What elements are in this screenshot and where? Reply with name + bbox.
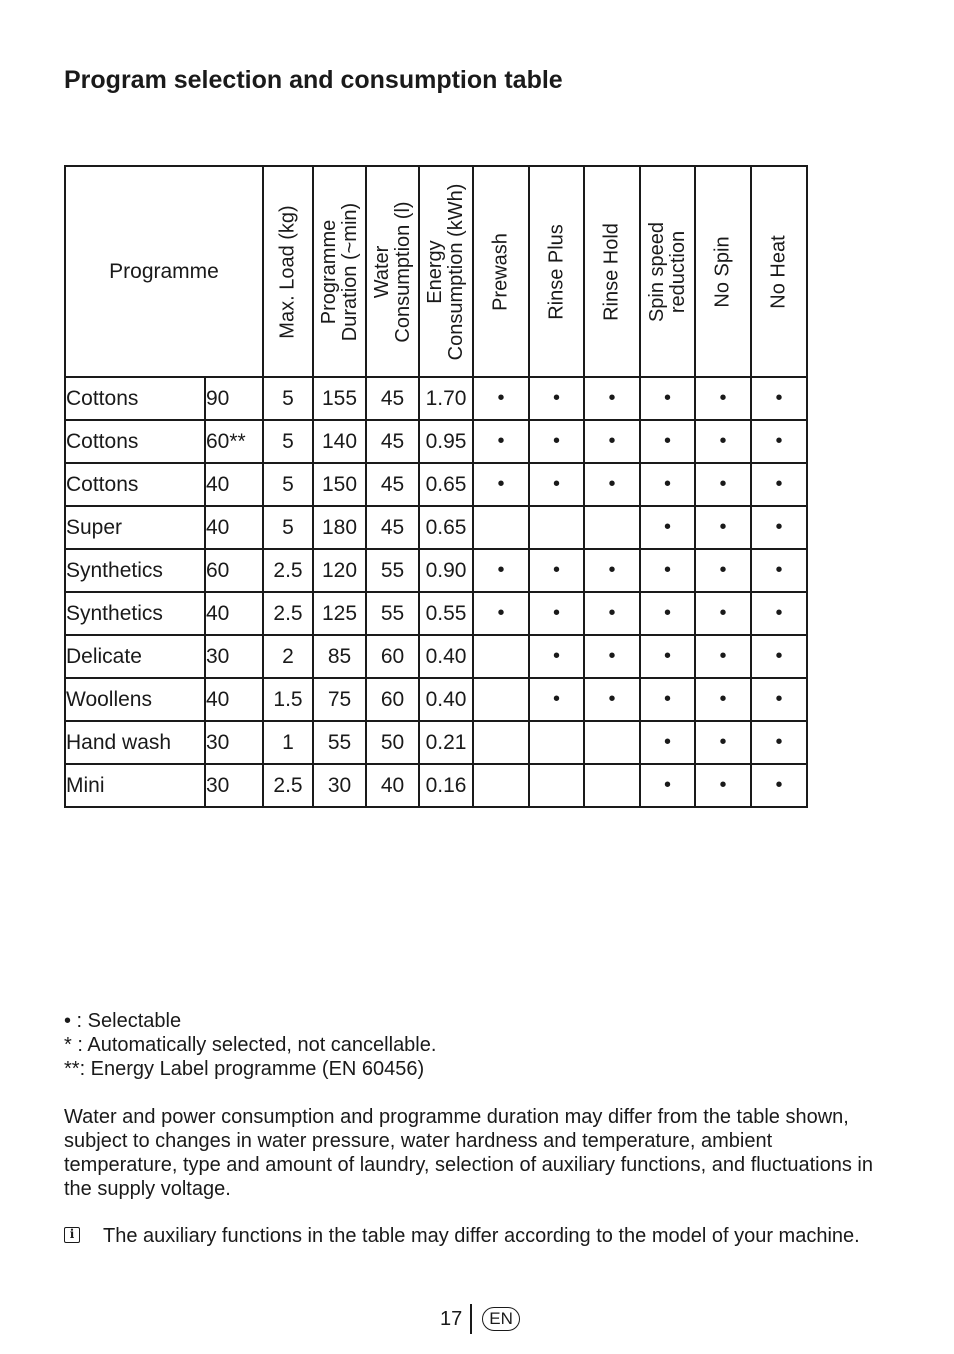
cell-option: • bbox=[473, 549, 529, 592]
cell-option: • bbox=[695, 592, 751, 635]
legend-energy-label: **: Energy Label programme (EN 60456) bbox=[64, 1058, 425, 1080]
info-note bbox=[64, 1224, 884, 1248]
cell-programme: Synthetics bbox=[65, 549, 205, 592]
cell-option: • bbox=[473, 377, 529, 420]
cell-option: • bbox=[529, 549, 584, 592]
table-row bbox=[65, 420, 807, 463]
header-col-8 bbox=[695, 166, 751, 377]
cell-option: • bbox=[751, 764, 807, 807]
cell-programme: Delicate bbox=[65, 635, 205, 678]
cell-option: • bbox=[695, 678, 751, 721]
cell-option: • bbox=[584, 420, 640, 463]
cell-option: • bbox=[584, 592, 640, 635]
cell-temperature: 40 bbox=[205, 506, 263, 549]
page-title: Program selection and consumption table bbox=[64, 66, 563, 94]
cell-duration: 180 bbox=[313, 506, 366, 549]
cell-option: • bbox=[473, 420, 529, 463]
cell-option: • bbox=[529, 377, 584, 420]
cell-max-load: 2.5 bbox=[263, 764, 313, 807]
cell-water: 45 bbox=[366, 377, 419, 420]
cell-water: 60 bbox=[366, 678, 419, 721]
cell-temperature: 60** bbox=[205, 420, 263, 463]
header-col-label bbox=[602, 223, 623, 321]
cell-max-load: 2.5 bbox=[263, 549, 313, 592]
cell-water: 60 bbox=[366, 635, 419, 678]
header-line: Water bbox=[370, 245, 393, 298]
legend-automatic: * : Automatically selected, not cancellable. bbox=[64, 1034, 437, 1056]
cell-option: • bbox=[695, 420, 751, 463]
cell-option bbox=[473, 506, 529, 549]
cell-energy: 0.65 bbox=[419, 463, 473, 506]
cell-water: 45 bbox=[366, 506, 419, 549]
cell-programme: Hand wash bbox=[65, 721, 205, 764]
cell-option: • bbox=[695, 506, 751, 549]
legend bbox=[64, 1009, 436, 1081]
header-line: Consumption (l) bbox=[391, 200, 414, 343]
cell-option: • bbox=[751, 377, 807, 420]
page-footer bbox=[440, 1304, 520, 1334]
cell-max-load: 2 bbox=[263, 635, 313, 678]
cell-option: • bbox=[695, 764, 751, 807]
cell-energy: 0.16 bbox=[419, 764, 473, 807]
cell-option: • bbox=[640, 721, 695, 764]
cell-duration: 120 bbox=[313, 549, 366, 592]
table-row bbox=[65, 635, 807, 678]
header-line: Spin speed bbox=[645, 221, 668, 322]
header-col-4 bbox=[473, 166, 529, 377]
header-line: Rinse Hold bbox=[600, 222, 623, 321]
cell-max-load: 5 bbox=[263, 463, 313, 506]
cell-option: • bbox=[695, 721, 751, 764]
cell-energy: 0.95 bbox=[419, 420, 473, 463]
cell-duration: 140 bbox=[313, 420, 366, 463]
header-col-5 bbox=[529, 166, 584, 377]
info-icon: i bbox=[64, 1227, 80, 1243]
cell-duration: 125 bbox=[313, 592, 366, 635]
cell-energy: 0.40 bbox=[419, 635, 473, 678]
header-col-label bbox=[769, 235, 790, 308]
cell-option: • bbox=[529, 463, 584, 506]
cell-option: • bbox=[695, 549, 751, 592]
cell-water: 45 bbox=[366, 463, 419, 506]
cell-energy: 0.65 bbox=[419, 506, 473, 549]
header-line: Consumption (kWh) bbox=[445, 183, 467, 360]
cell-option: • bbox=[584, 678, 640, 721]
cell-option: • bbox=[695, 463, 751, 506]
header-col-label bbox=[278, 205, 299, 338]
cell-option bbox=[473, 721, 529, 764]
cell-option: • bbox=[695, 635, 751, 678]
table-body bbox=[65, 377, 807, 807]
cell-option: • bbox=[751, 678, 807, 721]
cell-temperature: 40 bbox=[205, 592, 263, 635]
cell-water: 50 bbox=[366, 721, 419, 764]
cell-option bbox=[584, 721, 640, 764]
cell-temperature: 40 bbox=[205, 463, 263, 506]
cell-option: • bbox=[584, 549, 640, 592]
cell-programme: Cottons bbox=[65, 463, 205, 506]
cell-programme: Cottons bbox=[65, 420, 205, 463]
header-programme-label: Programme bbox=[109, 259, 219, 283]
cell-option: • bbox=[640, 463, 695, 506]
cell-option bbox=[529, 506, 584, 549]
header-col-6 bbox=[584, 166, 640, 377]
cell-temperature: 30 bbox=[205, 635, 263, 678]
cell-option bbox=[473, 764, 529, 807]
header-col-2 bbox=[366, 166, 419, 377]
table-row bbox=[65, 764, 807, 807]
cell-duration: 30 bbox=[313, 764, 366, 807]
cell-programme: Woollens bbox=[65, 678, 205, 721]
header-col-label bbox=[647, 221, 689, 321]
cell-temperature: 60 bbox=[205, 549, 263, 592]
cell-option: • bbox=[529, 678, 584, 721]
cell-option bbox=[529, 764, 584, 807]
cell-temperature: 30 bbox=[205, 721, 263, 764]
cell-option: • bbox=[751, 506, 807, 549]
legend-selectable: • : Selectable bbox=[64, 1010, 182, 1032]
header-line: Prewash bbox=[489, 232, 512, 311]
cell-energy: 0.55 bbox=[419, 592, 473, 635]
cell-option: • bbox=[751, 592, 807, 635]
table-row bbox=[65, 721, 807, 764]
cell-water: 45 bbox=[366, 420, 419, 463]
table-row bbox=[65, 592, 807, 635]
header-col-label bbox=[491, 233, 512, 311]
cell-option: • bbox=[751, 463, 807, 506]
header-line: Duration (~min) bbox=[338, 202, 361, 341]
header-col-label bbox=[319, 202, 361, 340]
header-col-7 bbox=[640, 166, 695, 377]
cell-option bbox=[529, 721, 584, 764]
header-col-1 bbox=[313, 166, 366, 377]
cell-max-load: 1 bbox=[263, 721, 313, 764]
header-line: Rinse Plus bbox=[545, 223, 567, 320]
cell-option bbox=[584, 764, 640, 807]
cell-energy: 0.40 bbox=[419, 678, 473, 721]
cell-option bbox=[584, 506, 640, 549]
header-programme bbox=[65, 166, 263, 377]
cell-programme: Cottons bbox=[65, 377, 205, 420]
cell-programme: Synthetics bbox=[65, 592, 205, 635]
header-col-0 bbox=[263, 166, 313, 377]
info-text: The auxiliary functions in the table may differ according to the model of your machine. bbox=[103, 1225, 860, 1247]
cell-option: • bbox=[640, 592, 695, 635]
cell-duration: 55 bbox=[313, 721, 366, 764]
header-col-label bbox=[425, 183, 467, 360]
programme-table bbox=[64, 165, 808, 808]
cell-option: • bbox=[640, 549, 695, 592]
cell-option bbox=[473, 635, 529, 678]
header-line: reduction bbox=[666, 230, 689, 313]
cell-option: • bbox=[529, 592, 584, 635]
table-row bbox=[65, 463, 807, 506]
header-line: No Spin bbox=[711, 235, 734, 308]
table-header-row bbox=[65, 166, 807, 377]
header-col-label bbox=[372, 201, 414, 342]
header-line: Energy bbox=[424, 239, 446, 304]
cell-max-load: 5 bbox=[263, 377, 313, 420]
cell-programme: Super bbox=[65, 506, 205, 549]
table-row bbox=[65, 506, 807, 549]
header-col-label bbox=[713, 236, 734, 307]
cell-option: • bbox=[751, 721, 807, 764]
cell-option: • bbox=[640, 764, 695, 807]
cell-option: • bbox=[640, 377, 695, 420]
cell-energy: 0.21 bbox=[419, 721, 473, 764]
cell-duration: 75 bbox=[313, 678, 366, 721]
table-row bbox=[65, 377, 807, 420]
header-col-3 bbox=[419, 166, 473, 377]
cell-water: 55 bbox=[366, 549, 419, 592]
cell-programme: Mini bbox=[65, 764, 205, 807]
consumption-note: Water and power consumption and programme duration may differ from the table shown, subject to changes in water pressure, water hardness and temperature, ambient temperature, type and amount of laundry, selection of auxiliary functions, and fluctuations in the supply voltage. bbox=[64, 1106, 873, 1200]
cell-option: • bbox=[473, 592, 529, 635]
cell-option: • bbox=[584, 463, 640, 506]
header-line: No Heat bbox=[767, 234, 790, 309]
cell-duration: 150 bbox=[313, 463, 366, 506]
table-row bbox=[65, 549, 807, 592]
cell-option: • bbox=[584, 635, 640, 678]
cell-option: • bbox=[529, 635, 584, 678]
cell-option: • bbox=[751, 549, 807, 592]
cell-temperature: 30 bbox=[205, 764, 263, 807]
cell-duration: 155 bbox=[313, 377, 366, 420]
cell-max-load: 5 bbox=[263, 420, 313, 463]
cell-option: • bbox=[584, 377, 640, 420]
header-line: Max. Load (kg) bbox=[276, 204, 299, 339]
cell-energy: 0.90 bbox=[419, 549, 473, 592]
header-col-label bbox=[546, 224, 567, 320]
page-number: 17 bbox=[440, 1307, 463, 1330]
cell-water: 40 bbox=[366, 764, 419, 807]
cell-option bbox=[473, 678, 529, 721]
cell-option: • bbox=[640, 506, 695, 549]
header-col-9 bbox=[751, 166, 807, 377]
cell-option: • bbox=[640, 420, 695, 463]
cell-option: • bbox=[529, 420, 584, 463]
cell-option: • bbox=[695, 377, 751, 420]
cell-option: • bbox=[751, 420, 807, 463]
cell-max-load: 2.5 bbox=[263, 592, 313, 635]
cell-max-load: 5 bbox=[263, 506, 313, 549]
language-badge: EN bbox=[482, 1307, 520, 1331]
cell-temperature: 90 bbox=[205, 377, 263, 420]
cell-duration: 85 bbox=[313, 635, 366, 678]
cell-option: • bbox=[751, 635, 807, 678]
cell-temperature: 40 bbox=[205, 678, 263, 721]
cell-max-load: 1.5 bbox=[263, 678, 313, 721]
cell-option: • bbox=[640, 678, 695, 721]
table-row bbox=[65, 678, 807, 721]
cell-water: 55 bbox=[366, 592, 419, 635]
cell-energy: 1.70 bbox=[419, 377, 473, 420]
cell-option: • bbox=[473, 463, 529, 506]
header-line: Programme bbox=[317, 219, 340, 324]
footer-separator bbox=[470, 1304, 472, 1334]
cell-option: • bbox=[640, 635, 695, 678]
